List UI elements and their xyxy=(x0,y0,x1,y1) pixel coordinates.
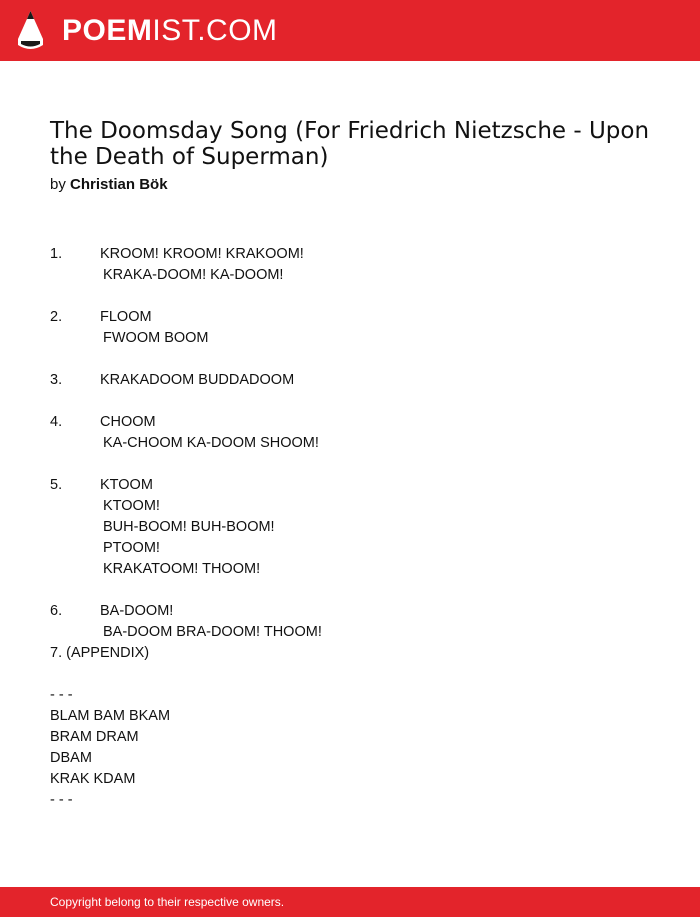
poem-line xyxy=(50,433,650,454)
copyright-text: Copyright belong to their respective owners. xyxy=(50,895,285,909)
poem-line-text: BA-DOOM BRA-DOOM! THOOM! xyxy=(103,624,322,640)
pencil-tip-icon[interactable] xyxy=(18,11,43,51)
poem-title: The Doomsday Song (For Friedrich Nietzsche - Upon the Death of Superman) xyxy=(50,118,650,170)
site-logo[interactable] xyxy=(62,11,278,51)
poem-line-text: BLAM BAM BKAM xyxy=(50,708,171,724)
poem-line xyxy=(50,496,650,517)
poem-line-text: - - - xyxy=(50,792,73,808)
poem-line xyxy=(50,538,650,559)
stanza-number: 5. xyxy=(50,477,63,493)
poem-line xyxy=(50,265,650,286)
poem-line-text: BA-DOOM! xyxy=(100,603,174,619)
stanza-number: 3. xyxy=(50,372,63,388)
stanza-number: 2. xyxy=(50,309,63,325)
poem-line-text: KTOOM xyxy=(100,477,153,493)
by-label: by xyxy=(50,176,66,193)
poem-line-text: CHOOM xyxy=(100,414,156,430)
poem-line xyxy=(50,643,650,664)
poem-line xyxy=(50,328,650,349)
poem-line xyxy=(50,622,650,643)
poem-line xyxy=(50,244,650,265)
poem-line xyxy=(50,790,650,811)
stanza-number: 6. xyxy=(50,603,63,619)
poem-line xyxy=(50,517,650,538)
blank-line xyxy=(50,664,650,685)
poem-line-text: KROOM! KROOM! KRAKOOM! xyxy=(100,246,304,262)
poem-line xyxy=(50,412,650,433)
poem-line xyxy=(50,601,650,622)
poem-line xyxy=(50,370,650,391)
poem-line-text: PTOOM! xyxy=(103,540,160,556)
site-footer xyxy=(0,887,700,917)
poem-line-text: 7. (APPENDIX) xyxy=(50,645,150,661)
poem-line xyxy=(50,559,650,580)
poem-body xyxy=(50,244,650,811)
stanza-number: 1. xyxy=(50,246,63,262)
blank-line xyxy=(50,454,650,475)
blank-line xyxy=(50,286,650,307)
blank-line xyxy=(50,391,650,412)
poem-line-text: BUH-BOOM! BUH-BOOM! xyxy=(103,519,275,535)
poem-line-text: KRAKATOOM! THOOM! xyxy=(103,561,261,577)
blank-line xyxy=(50,349,650,370)
poem-line-text: FWOOM BOOM xyxy=(103,330,209,346)
poem-line xyxy=(50,727,650,748)
poem-line-text: FLOOM xyxy=(100,309,152,325)
blank-line xyxy=(50,580,650,601)
poem-line xyxy=(50,706,650,727)
poem-line xyxy=(50,685,650,706)
poem-line-text: KTOOM! xyxy=(103,498,160,514)
poem-line-text: KRAK KDAM xyxy=(50,771,136,787)
poem-line xyxy=(50,769,650,790)
site-header xyxy=(0,0,700,61)
byline xyxy=(50,175,168,195)
poem-line-text: DBAM xyxy=(50,750,92,766)
poem-line-text: - - - xyxy=(50,687,73,703)
logo-text-light: IST.COM xyxy=(152,14,278,47)
poem-line-text: KRAKA-DOOM! KA-DOOM! xyxy=(103,267,284,283)
author-name[interactable]: Christian Bök xyxy=(70,176,168,193)
poem-line-text: KRAKADOOM BUDDADOOM xyxy=(100,372,295,388)
poem-line-text: BRAM DRAM xyxy=(50,729,139,745)
logo-text-bold: POEM xyxy=(62,14,153,47)
stanza-number: 4. xyxy=(50,414,63,430)
poem-line xyxy=(50,748,650,769)
poem-line xyxy=(50,475,650,496)
poem-line-text: KA-CHOOM KA-DOOM SHOOM! xyxy=(103,435,319,451)
poem-line xyxy=(50,307,650,328)
